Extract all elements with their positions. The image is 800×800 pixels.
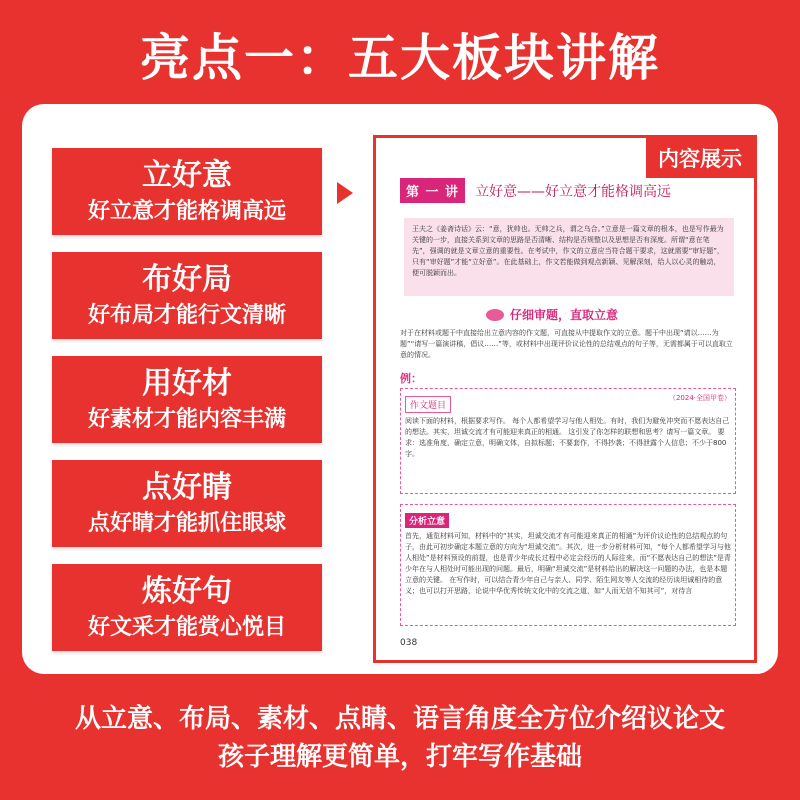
footer-line-2: 孩子理解更简单，打牢写作基础 (217, 742, 582, 772)
analysis-tag: 分析立意 (405, 513, 449, 528)
module-title: 用好材 (142, 365, 232, 401)
lecture-title: 立好意——好立意才能格调高远 (475, 183, 672, 200)
module-subtitle: 点好睛才能抓住眼球 (87, 510, 286, 536)
footer (0, 700, 800, 776)
module-card (52, 252, 322, 339)
task-box (400, 388, 736, 494)
module-title: 立好意 (142, 157, 232, 193)
module-title: 布好局 (142, 261, 232, 297)
header-banner (0, 0, 800, 108)
lecture-header (400, 178, 671, 203)
module-list (52, 148, 322, 668)
module-subtitle: 好文采才能赏心悦目 (87, 614, 286, 640)
module-subtitle: 好布局才能行文清晰 (87, 302, 286, 328)
module-subtitle: 好立意才能格调高远 (87, 198, 286, 224)
analysis-content: 首先，通览材料可知，材料中的“其实，坦诚交流才有可能迎来真正的相通”为评价议论性的总结观点的句子，由此可初步确定本题立意的方向为“坦诚交流”。其次，进一步分析材料可知，“每个人都希望学习与他人相处”是材料预设的前提，也是青少年成长过程中必定会经历的人际往来，而“不愿表达自己的想法”是青少年在与人相处时可能出现的问题。最后，明确“坦诚交流”是材料给出的解决这一问题的办法，也是本题立意的关键。 在写作时，可以结合青少年自己与亲人、同学、陌生网友等人交流的经历谈坦诚相待的意义；也可以打开思路，论说中华优秀传统文化中的交流之道，如“人而无信不知其可”，对待言 (405, 532, 731, 595)
module-title: 点好睛 (142, 469, 232, 505)
footer-line-1: 从立意、布局、素材、点睛、语言角度全方位介绍议论文 (74, 704, 725, 734)
module-title: 炼好句 (142, 573, 232, 609)
page-number: 038 (400, 638, 418, 648)
task-title: 作文题目 (405, 396, 451, 413)
module-subtitle: 好素材才能内容丰满 (87, 406, 286, 432)
body-paragraph: 对于在材料或题干中直接给出立意内容的作文题，可直接从中提取作文的立意。题干中出现“请以……为题”“请写一篇演讲稿，倡议……”等，或材料中出现评价议论性的总结观点的句子等，无需都属于可以直取立意的情况。 (400, 329, 733, 359)
analysis-box (400, 504, 736, 626)
module-card (52, 356, 322, 443)
section-heading-text: 仔细审题，直取立意 (510, 308, 619, 322)
intro-box: 王夫之《姜斋诗话》云：“意，犹帅也。无帅之兵，谓之乌合。”立意是一篇文章的根本，也是写作最为关键的一步，直接关系到文章的思路是否清晰、结构是否规整以及思想是否有深度。所谓“意在笔先”，强调的就是文章立意的重要性。在考试中，作文的立意应当符合题干要求，这就需要“审好题”，只有“审好题”才能“立好意”。在此基础上，作文若能做到观点新颖、见解深刻，给人以心灵的触动，便可脱颖而出。 (404, 218, 734, 296)
module-card (52, 148, 322, 235)
task-source: （2024·全国甲卷） (668, 394, 731, 402)
module-card (52, 564, 322, 651)
task-content: 阅读下面的材料，根据要求写作。 每个人都希望学习与他人相处。有时，我们为避免冲突而不愿表达自己的想法。其实，坦诚交流才有可能迎来真正的相通。 这引发了你怎样的联想和思考？请写一篇文章。 要求：选准角度，确定立意，明确文体，自拟标题；不要套作，不得抄袭；不得泄露个人信息；不少于800字。 (405, 417, 730, 458)
content-display-badge: 内容展示 (646, 138, 754, 178)
example-label: 例： (400, 372, 422, 385)
arrow-right-icon (337, 182, 353, 204)
module-card (52, 460, 322, 547)
sample-page (373, 135, 757, 663)
page-title: 亮点一：五大板块讲解 (140, 29, 660, 87)
flower-icon (486, 309, 504, 321)
section-heading (486, 306, 618, 323)
lecture-tag: 第 一 讲 (400, 178, 465, 203)
